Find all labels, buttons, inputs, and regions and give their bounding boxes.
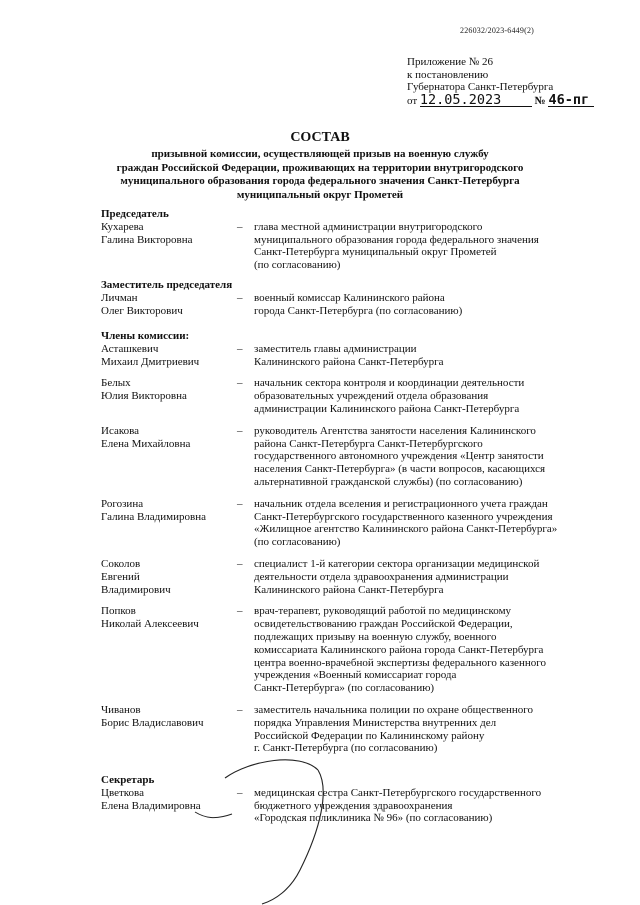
member-row: [101, 498, 599, 549]
subtitle-line: граждан Российской Федерации, проживающих на территории внутригородского: [116, 161, 524, 174]
role-line: Калининского района Санкт-Петербурга: [254, 583, 444, 596]
number-prefix: №: [534, 94, 546, 107]
section-deputy: [101, 279, 599, 317]
role-line: Калининского района Санкт-Петербурга: [254, 355, 444, 368]
member-name: [101, 558, 231, 596]
surname: Белых: [101, 377, 131, 390]
given-names: Елена Владимировна: [101, 799, 201, 812]
patronymic: Владимирович: [101, 583, 171, 596]
surname: Попков: [101, 605, 136, 618]
member-name: [101, 377, 231, 403]
role-line: центра военно-врачебной экспертизы федерального казенного: [254, 656, 546, 669]
appendix-number: Приложение № 26: [407, 56, 494, 68]
dash: –: [237, 703, 243, 716]
dash: –: [237, 786, 243, 799]
dash: –: [237, 424, 243, 437]
role-line: (по согласованию): [254, 536, 341, 549]
dash: –: [237, 497, 243, 510]
member-role: [254, 377, 599, 415]
member-role: [254, 704, 599, 755]
dash: –: [237, 557, 243, 570]
section-heading: Члены комиссии:: [101, 330, 190, 342]
role-line: порядка Управления Министерства внутренних дел: [254, 716, 497, 729]
role-line: администрации Калининского района Санкт-Петербурга: [254, 402, 520, 415]
role-line: заместитель главы администрации: [254, 342, 417, 355]
given-names: Юлия Викторовна: [101, 390, 187, 403]
given-names: Николай Алексеевич: [101, 618, 199, 631]
member-name: [101, 704, 231, 730]
member-role: [254, 605, 599, 695]
surname: Асташкевич: [101, 342, 159, 355]
role-line: бюджетного учреждения здравоохранения: [254, 799, 453, 812]
appendix-header: [407, 56, 594, 107]
member-row: [101, 343, 599, 369]
role-line: начальник сектора контроля и координации деятельности: [254, 377, 525, 390]
role-line: «Жилищное агентство Калининского района Санкт-Петербурга»: [254, 523, 558, 536]
role-line: комиссариата Калининского района города Санкт-Петербурга: [254, 643, 544, 656]
section-heading: Заместитель председателя: [101, 279, 233, 291]
document-id: 226032/2023-6449(2): [460, 26, 535, 35]
dash: –: [237, 220, 243, 233]
role-line: альтернативной гражданской службы) (по согласованию): [254, 475, 523, 488]
role-line: подлежащих призыву на военную службу, военного: [254, 630, 497, 643]
section-members: [101, 330, 599, 755]
surname: Соколов: [101, 557, 141, 570]
role-line: Санкт-Петербурга» (по согласованию): [254, 682, 435, 695]
member-row: [101, 221, 599, 272]
member-row: [101, 377, 599, 415]
surname: Цветкова: [101, 786, 144, 799]
given-names: Евгений: [101, 570, 140, 583]
section-heading: Председатель: [101, 208, 169, 220]
member-role: [254, 221, 599, 272]
subtitle-line: муниципального образования города федерального значения Санкт-Петербурга: [120, 175, 520, 187]
role-line: государственного автономного учреждения «Центр занятости: [254, 450, 544, 463]
role-line: руководитель Агентства занятости населения Калининского: [254, 424, 536, 437]
date-prefix: от: [407, 94, 418, 107]
member-name: [101, 605, 231, 631]
member-name: [101, 425, 231, 451]
role-line: специалист 1-й категории сектора организации медицинской: [254, 557, 540, 570]
role-line: Санкт-Петербургского государственного казенного учреждения: [254, 510, 553, 523]
section-secretary: [101, 774, 599, 825]
member-name: [101, 787, 231, 813]
role-line: военный комиссар Калининского района: [254, 291, 445, 304]
role-line: Российской Федерации по Калининскому району: [254, 729, 485, 742]
role-line: населения Санкт-Петербурга» (в части вопросов, касающихся: [254, 463, 546, 476]
subtitle-line: призывной комиссии, осуществляющей призыв на военную службу: [151, 148, 489, 160]
role-line: начальник отдела вселения и регистрационного учета граждан: [254, 497, 548, 510]
role-line: деятельности отдела здравоохранения администрации: [254, 570, 509, 583]
member-row: [101, 558, 599, 596]
surname: Кухарева: [101, 220, 144, 233]
given-names: Михаил Дмитриевич: [101, 355, 200, 368]
dash: –: [237, 377, 243, 390]
given-names: Олег Викторович: [101, 304, 183, 317]
surname: Чиванов: [101, 703, 141, 716]
role-line: района Санкт-Петербурга Санкт-Петербургского: [254, 437, 483, 450]
appendix-decree-ref: к постановлению: [407, 68, 489, 81]
decree-number: 46-пг: [548, 94, 594, 108]
role-line: образовательных учреждений отдела образования: [254, 390, 489, 403]
role-line: заместитель начальника полиции по охране общественного: [254, 703, 534, 716]
decree-date: 12.05.2023: [420, 94, 532, 108]
role-line: города Санкт-Петербурга (по согласованию): [254, 304, 463, 317]
member-row: [101, 292, 599, 318]
section-chairman: [101, 208, 599, 272]
appendix-governor: Губернатора Санкт-Петербурга: [407, 81, 554, 93]
document-subtitle: [100, 148, 540, 202]
given-names: Борис Владиславович: [101, 716, 204, 729]
member-role: [254, 498, 599, 549]
dash: –: [237, 605, 243, 618]
member-name: [101, 343, 231, 369]
member-row: [101, 425, 599, 489]
role-line: освидетельствованию граждан Российской Федерации,: [254, 618, 513, 631]
role-line: г. Санкт-Петербурга (по согласованию): [254, 742, 438, 755]
member-role: [254, 343, 599, 369]
member-name: [101, 498, 231, 524]
document-title: СОСТАВ: [290, 130, 350, 145]
appendix-date-line: [407, 91, 594, 108]
member-name: [101, 292, 231, 318]
role-line: (по согласованию): [254, 259, 341, 272]
member-row: [101, 605, 599, 695]
role-line: глава местной администрации внутригородского: [254, 220, 483, 233]
member-role: [254, 425, 599, 489]
member-row: [101, 787, 599, 825]
surname: Исакова: [101, 424, 140, 437]
section-heading: Секретарь: [101, 774, 155, 786]
member-role: [254, 558, 599, 596]
member-role: [254, 292, 599, 318]
member-role: [254, 787, 599, 825]
given-names: Елена Михайловна: [101, 437, 191, 450]
member-row: [101, 704, 599, 755]
dash: –: [237, 291, 243, 304]
member-name: [101, 221, 231, 247]
given-names: Галина Викторовна: [101, 233, 193, 246]
surname: Личман: [101, 291, 138, 304]
dash: –: [237, 342, 243, 355]
role-line: врач-терапевт, руководящий работой по медицинскому: [254, 605, 512, 618]
role-line: «Городская поликлиника № 96» (по согласованию): [254, 812, 493, 825]
role-line: медицинская сестра Санкт-Петербургского государственного: [254, 786, 542, 799]
role-line: муниципального образования города федерального значения: [254, 233, 539, 246]
role-line: Санкт-Петербурга муниципальный округ Прометей: [254, 246, 497, 259]
subtitle-line: муниципальный округ Прометей: [236, 188, 404, 201]
surname: Рогозина: [101, 497, 144, 510]
role-line: учреждения «Военный комиссариат города: [254, 669, 457, 682]
given-names: Галина Владимировна: [101, 510, 206, 523]
